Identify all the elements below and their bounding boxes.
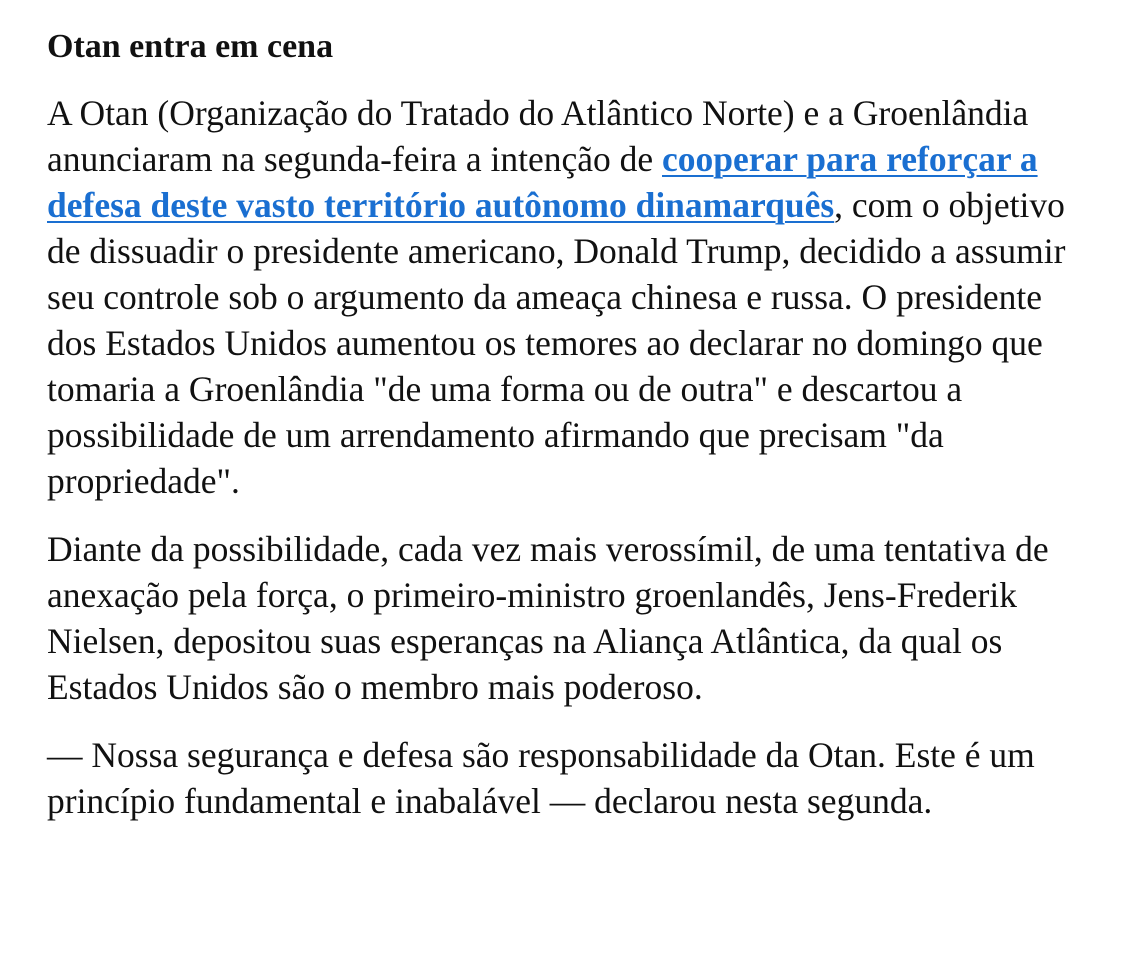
paragraph-otan-greenland (47, 90, 1087, 504)
paragraph-quote: — Nossa segurança e defesa são responsabilidade da Otan. Este é um princípio fundamental e inabalável — declarou nesta segunda. (47, 735, 1035, 821)
section-heading: Otan entra em cena (47, 28, 334, 65)
article-body (47, 22, 1087, 824)
paragraph-annexation: Diante da possibilidade, cada vez mais verossímil, de uma tentativa de anexação pela força, o primeiro-ministro groenlandês, Jens-Frederik Nielsen, depositou suas esperanças na Aliança Atlântica, da qual os Estados Unidos são o membro mais poderoso. (47, 529, 1049, 707)
paragraph-text-before-link: A Otan (Organização do Tratado do Atlântico Norte) e a Groenlândia anunciaram na segunda-feira a intenção de (47, 93, 1029, 179)
paragraph-text-after-link: , com o objetivo de dissuadir o presidente americano, Donald Trump, decidido a assumir seu controle sob o argumento da ameaça chinesa e russa. O presidente dos Estados Unidos aumentou os temores ao declarar no domingo que tomaria a Groenlândia "de uma forma ou de outra" e descartou a possibilidade de um arrendamento afirmando que precisam "da propriedade". (47, 185, 1066, 501)
cooperation-article-link[interactable]: cooperar para reforçar a defesa deste vasto território autônomo dinamarquês (47, 139, 1038, 225)
